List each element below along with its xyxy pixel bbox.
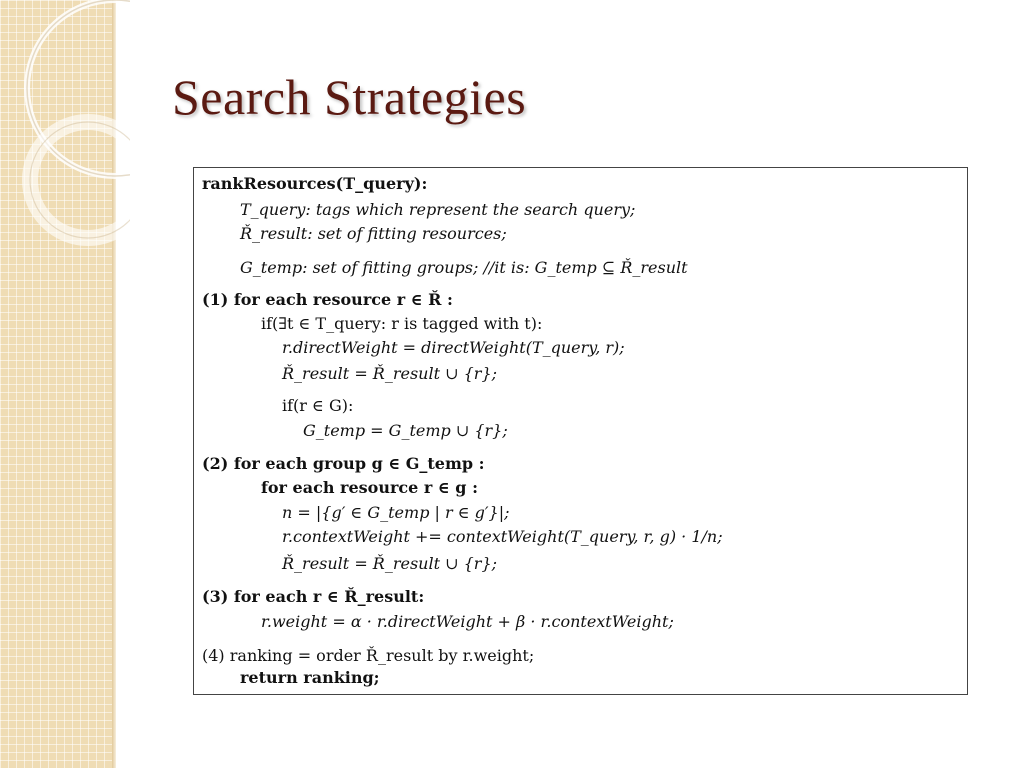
slide-title: Search Strategies	[172, 69, 527, 125]
algorithm-step-2: (2) for each group g ∈ G_temp :	[202, 454, 485, 473]
algorithm-line: G_temp: set of fitting groups; //it is: G_temp ⊆ Ř_result	[240, 258, 688, 277]
algorithm-line: G_temp = G_temp ∪ {r};	[303, 421, 508, 440]
algorithm-line: if(∃t ∈ T_query: r is tagged with t):	[261, 314, 543, 333]
algorithm-line: Ř_result = Ř_result ∪ {r};	[282, 364, 498, 383]
decorative-sidebar	[0, 0, 112, 768]
algorithm-line: if(r ∈ G):	[282, 396, 354, 415]
algorithm-step-3: (3) for each r ∈ Ř_result:	[202, 587, 425, 606]
algorithm-line: n = |{g′ ∈ G_temp | r ∈ g′}|;	[282, 503, 510, 522]
algorithm-step-1: (1) for each resource r ∈ Ř :	[202, 290, 453, 309]
algorithm-line: for each resource r ∈ g :	[261, 478, 478, 497]
algorithm-return: return ranking;	[240, 668, 380, 687]
algorithm-step-4: (4) ranking = order Ř_result by r.weight;	[202, 646, 535, 665]
algorithm-header: rankResources(T_query):	[202, 174, 428, 193]
algorithm-line: r.contextWeight += contextWeight(T_query, r, g) · 1/n;	[282, 527, 723, 546]
algorithm-box	[193, 167, 968, 695]
sidebar-edge	[112, 0, 116, 768]
algorithm-line: Ř_result: set of fitting resources;	[240, 224, 507, 243]
algorithm-line: T_query: tags which represent the search query;	[240, 200, 636, 219]
algorithm-line: r.directWeight = directWeight(T_query, r);	[282, 338, 625, 357]
algorithm-line: Ř_result = Ř_result ∪ {r};	[282, 554, 498, 573]
algorithm-line: r.weight = α · r.directWeight + β · r.contextWeight;	[261, 612, 674, 631]
